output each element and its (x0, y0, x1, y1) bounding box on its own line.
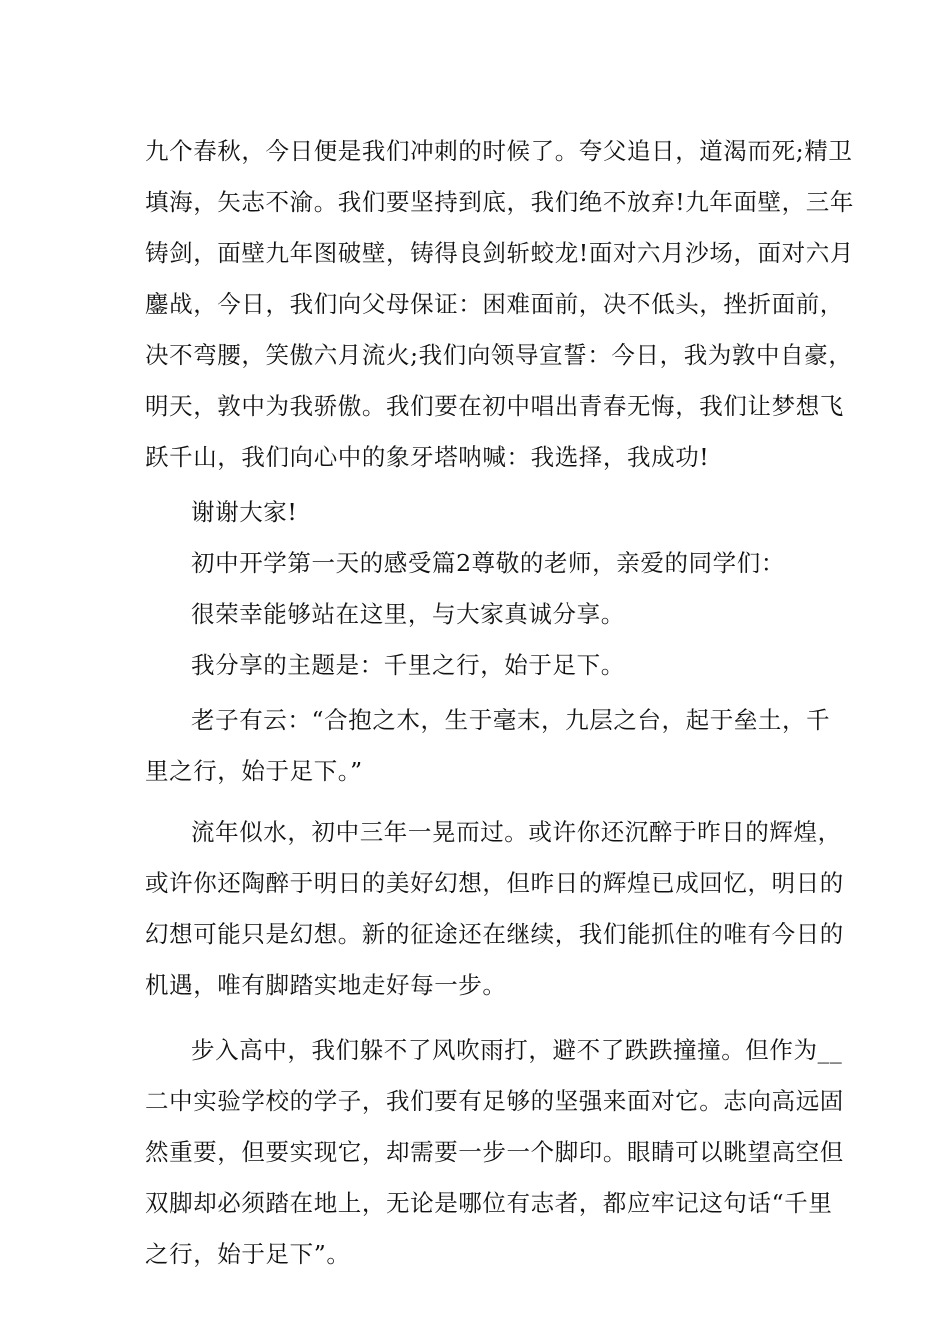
text-line: 明天，敦中为我骄傲。我们要在初中唱出青春无悔，我们让梦想飞 (145, 392, 844, 420)
paragraph (145, 487, 807, 538)
text-line: 鏖战，今日，我们向父母保证：困难面前，决不低头，挫折面前， (145, 290, 844, 318)
text-line: 我分享的主题是：千里之行，始于足下。 (191, 651, 625, 679)
text-line: 谢谢大家! (191, 498, 298, 526)
text-line: 二中实验学校的学子，我们要有足够的坚强来面对它。志向高远固 (145, 1087, 844, 1115)
text-line: 跃千山，我们向心中的象牙塔呐喊：我选择，我成功! (145, 443, 710, 471)
text-line: 里之行，始于足下。” (145, 757, 363, 785)
text-line: 老子有云：“合抱之木，生于毫末，九层之台，起于垒土，千 (191, 706, 831, 734)
paragraph (145, 1025, 844, 1280)
document-body (145, 126, 854, 1280)
paragraph (145, 538, 807, 589)
text-line: 然重要，但要实现它，却需要一步一个脚印。眼睛可以眺望高空但 (145, 1138, 844, 1166)
text-line: 步入高中，我们躲不了风吹雨打，避不了跌跌撞撞。但作为__ (191, 1036, 843, 1064)
text-line: 流年似水，初中三年一晃而过。或许你还沉醉于昨日的辉煌， (191, 818, 842, 846)
text-line: 双脚却必须踏在地上，无论是哪位有志者，都应牢记这句话“千里 (145, 1189, 833, 1217)
paragraph (145, 126, 854, 483)
paragraph (145, 640, 807, 691)
text-line: 填海，矢志不渝。我们要坚持到底，我们绝不放弃!九年面壁，三年 (145, 188, 854, 216)
text-line: 初中开学第一天的感受篇2尊敬的老师，亲爱的同学们： (191, 549, 785, 577)
text-line: 之行，始于足下”。 (145, 1240, 351, 1268)
text-line: 幻想可能只是幻想。新的征途还在继续，我们能抓住的唯有今日的 (145, 920, 844, 948)
paragraph (145, 589, 807, 640)
text-line: 机遇，唯有脚踏实地走好每一步。 (145, 971, 507, 999)
text-line: 九个春秋，今日便是我们冲刺的时候了。夸父追日，道渴而死;精卫 (145, 137, 853, 165)
text-line: 或许你还陶醉于明日的美好幻想，但昨日的辉煌已成回忆，明日的 (145, 869, 844, 897)
paragraph (145, 695, 831, 797)
text-line: 铸剑，面壁九年图破壁，铸得良剑斩蛟龙!面对六月沙场，面对六月 (145, 239, 854, 267)
text-line: 决不弯腰，笑傲六月流火;我们向领导宣誓：今日，我为敦中自豪， (145, 341, 853, 369)
paragraph (145, 807, 844, 1011)
text-line: 很荣幸能够站在这里，与大家真诚分享。 (191, 600, 625, 628)
